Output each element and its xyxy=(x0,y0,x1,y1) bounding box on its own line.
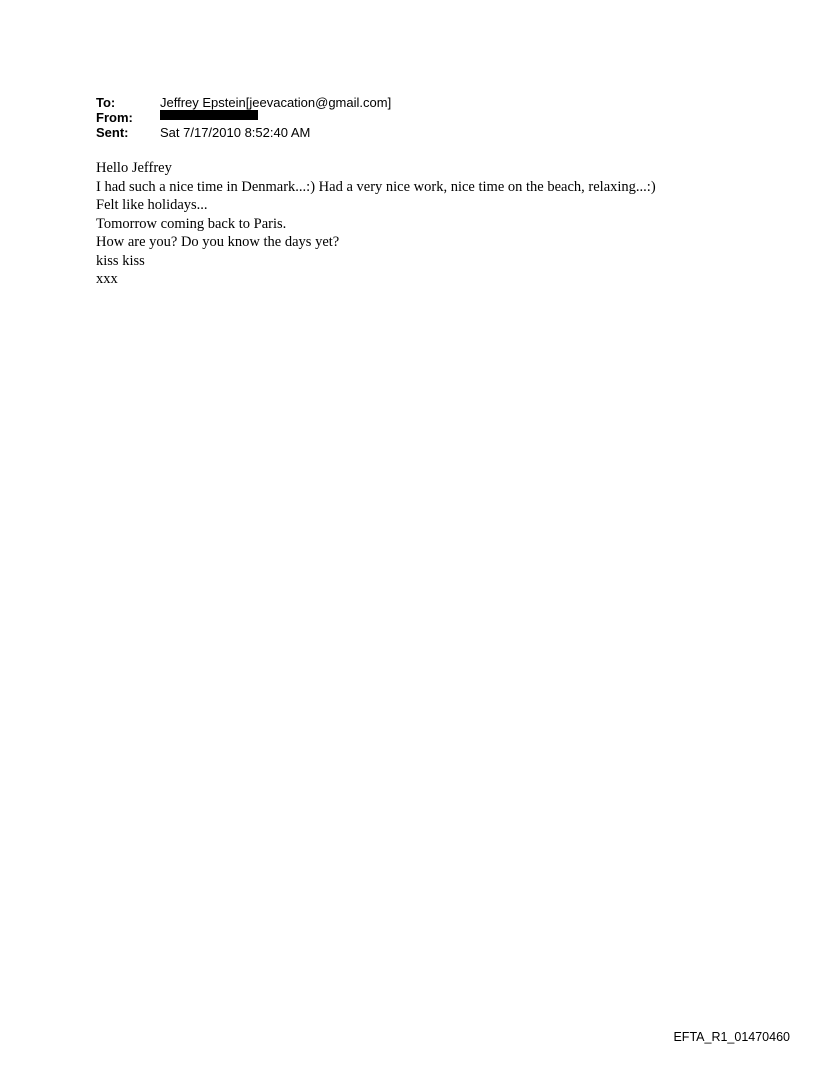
to-label: To: xyxy=(96,95,116,110)
body-line: Felt like holidays... xyxy=(96,197,208,213)
redaction-bar xyxy=(160,110,258,120)
body-line: xxx xyxy=(96,271,118,287)
body-line: Hello Jeffrey xyxy=(96,160,172,176)
body-line: kiss kiss xyxy=(96,252,145,269)
from-row xyxy=(96,110,391,125)
body-line: How are you? Do you know the days yet? xyxy=(96,234,340,250)
document-id: EFTA_R1_01470460 xyxy=(673,1030,790,1044)
sent-value: Sat 7/17/2010 8:52:40 AM xyxy=(160,125,311,140)
email-body xyxy=(96,159,656,289)
body-line: I had such a nice time in Denmark...:) Had a very nice work, nice time on the beach, relaxing...:) xyxy=(96,178,656,195)
email-header xyxy=(96,95,391,140)
from-label: From: xyxy=(96,110,133,125)
sent-label: Sent: xyxy=(96,125,129,140)
to-value: Jeffrey Epstein[jeevacation@gmail.com] xyxy=(160,95,392,110)
body-line: Tomorrow coming back to Paris. xyxy=(96,215,287,232)
sent-row xyxy=(96,125,391,140)
to-row xyxy=(96,95,391,110)
